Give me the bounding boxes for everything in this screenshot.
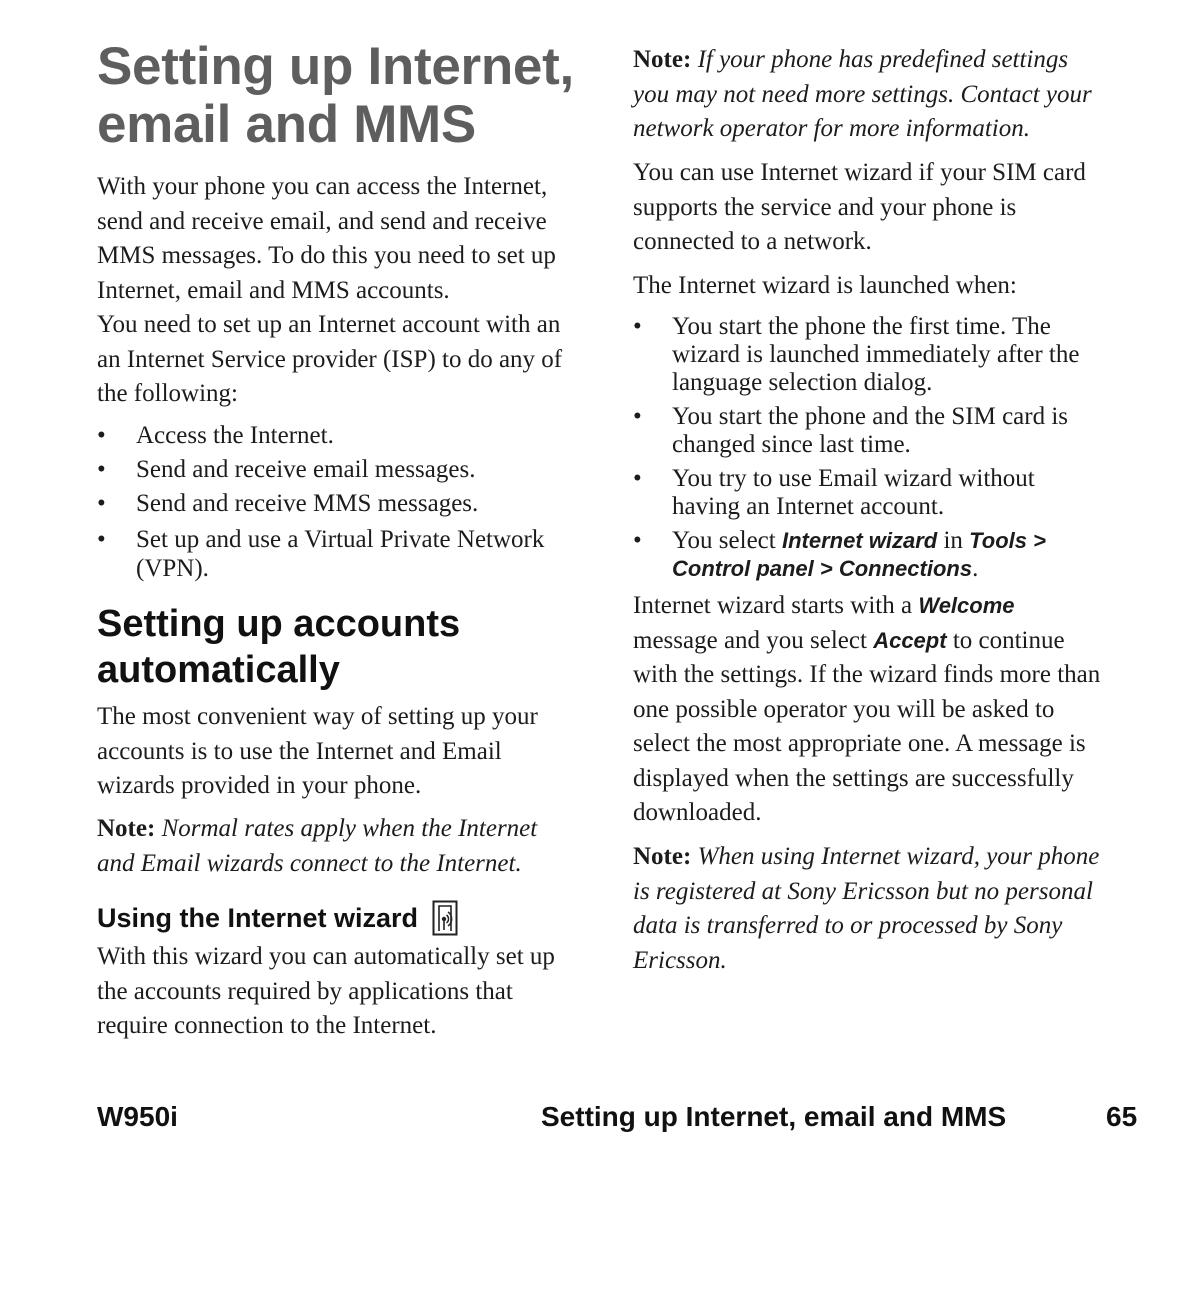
note-text: and Email wizards connect to the Internet. [97, 849, 522, 877]
section-heading-wizard [97, 900, 458, 936]
page-title-line-2: email and MMS [97, 95, 476, 154]
list-item-text: Send and receive MMS messages. [136, 490, 479, 517]
sim-paragraph [633, 156, 1086, 260]
ui-term-welcome: Welcome [918, 593, 1015, 618]
list-item-line: language selection dialog. [672, 369, 933, 396]
text-line: MMS messages. To do this you need to set up [97, 242, 556, 269]
ui-term-tools: Tools > [969, 528, 1046, 553]
note-label: Note: [633, 843, 692, 870]
list-item-line: You start the phone and the SIM card is [672, 403, 1069, 430]
list-item-text: in [937, 527, 970, 554]
ui-term-accept: Accept [873, 627, 947, 653]
list-item [633, 465, 1079, 521]
text-line: supports the service and your phone is [633, 193, 1017, 221]
ui-term-control-panel: Control panel > Connections [672, 556, 973, 581]
page-title [97, 38, 617, 154]
text-line: the accounts required by applications that [97, 977, 513, 1005]
isp-paragraph [97, 308, 562, 412]
intro-paragraph [97, 170, 556, 308]
text-line: With your phone you can access the Internet, [97, 173, 548, 200]
auto-note [97, 812, 537, 881]
list-item-text-cont: (VPN). [136, 555, 209, 582]
bullet: • [633, 403, 642, 430]
bullet: • [633, 527, 642, 554]
welcome-paragraph [633, 589, 1100, 831]
text-line: connected to a network. [633, 228, 872, 255]
launched-intro [633, 269, 1017, 304]
text-line: select the most appropriate one. A message is [633, 730, 1086, 757]
note-label: Note: [633, 46, 692, 73]
bullet: • [97, 456, 106, 483]
note-text: network operator for more information. [633, 115, 1030, 142]
list-item-text: . [972, 555, 979, 582]
text-line: require connection to the Internet. [97, 1012, 437, 1039]
note-line [633, 840, 1099, 875]
footer-model: W950i [97, 1101, 178, 1132]
list-item-line: You try to use Email wizard without [672, 465, 1035, 492]
text-line: one possible operator you will be asked to [633, 695, 1055, 723]
note-line [97, 812, 537, 847]
text-segment: to continue [946, 626, 1065, 654]
list-item-line: having an Internet account. [672, 493, 945, 520]
section-heading-line-1: Setting up accounts [97, 603, 461, 645]
list-item [97, 453, 544, 487]
text-line: an Internet Service provider (ISP) to do any of [97, 345, 563, 373]
note-text: Ericsson. [633, 946, 727, 974]
note-text: When using Internet wizard, your phone [697, 843, 1100, 870]
text-segment: message and you select [633, 626, 874, 654]
text-line: with the settings. If the wizard finds more than [633, 661, 1101, 688]
note-line [633, 43, 1092, 78]
wizard-heading-text: Using the Internet wizard [97, 903, 419, 933]
list-item-line: changed since last time. [672, 431, 911, 458]
launch-conditions-list [633, 313, 1079, 583]
text-line: accounts is to use the Internet and Email [97, 737, 502, 765]
bullet: • [633, 313, 642, 340]
list-item-text: You select [672, 527, 782, 554]
list-item [633, 403, 1079, 459]
list-item [633, 527, 1079, 583]
text-line [633, 589, 1100, 624]
bullet: • [633, 465, 642, 492]
list-item-line: You start the phone the first time. The [672, 313, 1051, 340]
feature-list [97, 419, 544, 583]
note-text: If your phone has predefined settings [697, 46, 1069, 73]
bullet: • [97, 526, 106, 553]
predefined-note [633, 43, 1092, 147]
text-line: send and receive email, and send and receive [97, 207, 547, 235]
list-item [97, 487, 544, 521]
text-line: downloaded. [633, 799, 762, 826]
section-heading-auto [97, 601, 460, 693]
footer-chapter: Setting up Internet, email and MMS [541, 1101, 1007, 1132]
note-text: is registered at Sony Ericsson but no personal [633, 877, 1093, 905]
list-item [633, 313, 1079, 397]
list-item [97, 419, 544, 453]
bullet: • [97, 490, 106, 517]
text-line: the following: [97, 380, 238, 407]
list-item-text: Access the Internet. [136, 422, 334, 449]
footer-page-number: 65 [1106, 1101, 1138, 1132]
text-line: With this wizard you can automatically set up [97, 943, 555, 970]
auto-paragraph [97, 700, 538, 804]
list-item-text: Set up and use a Virtual Private Network [136, 526, 545, 553]
text-line: The Internet wizard is launched when: [633, 272, 1017, 299]
text-line: The most convenient way of setting up your [97, 703, 538, 730]
text-line: Internet, email and MMS accounts. [97, 276, 450, 304]
text-line: You can use Internet wizard if your SIM card [633, 159, 1086, 186]
page-title-line-1: Setting up Internet, [97, 37, 574, 96]
bullet: • [97, 422, 106, 449]
text-line [633, 624, 1100, 659]
note-text: Normal rates apply when the Internet [161, 815, 538, 842]
section-heading-line-2: automatically [97, 649, 340, 691]
list-item-text: Send and receive email messages. [136, 456, 476, 483]
note-text: data is transferred to or processed by Sony [633, 912, 1063, 939]
note-label: Note: [97, 815, 156, 842]
list-item [97, 525, 544, 583]
text-line: wizards provided in your phone. [97, 772, 422, 799]
wizard-paragraph [97, 940, 555, 1044]
text-line: displayed when the settings are successfully [633, 764, 1074, 792]
privacy-note [633, 840, 1099, 978]
note-text: you may not need more settings. Contact your [633, 80, 1092, 108]
text-line: You need to set up an Internet account with an [97, 311, 561, 338]
list-item-line: wizard is launched immediately after the [672, 341, 1080, 368]
text-segment: Internet wizard starts with a [633, 592, 919, 619]
internet-wizard-icon [432, 900, 458, 936]
ui-term-internet-wizard: Internet wizard [781, 528, 938, 553]
